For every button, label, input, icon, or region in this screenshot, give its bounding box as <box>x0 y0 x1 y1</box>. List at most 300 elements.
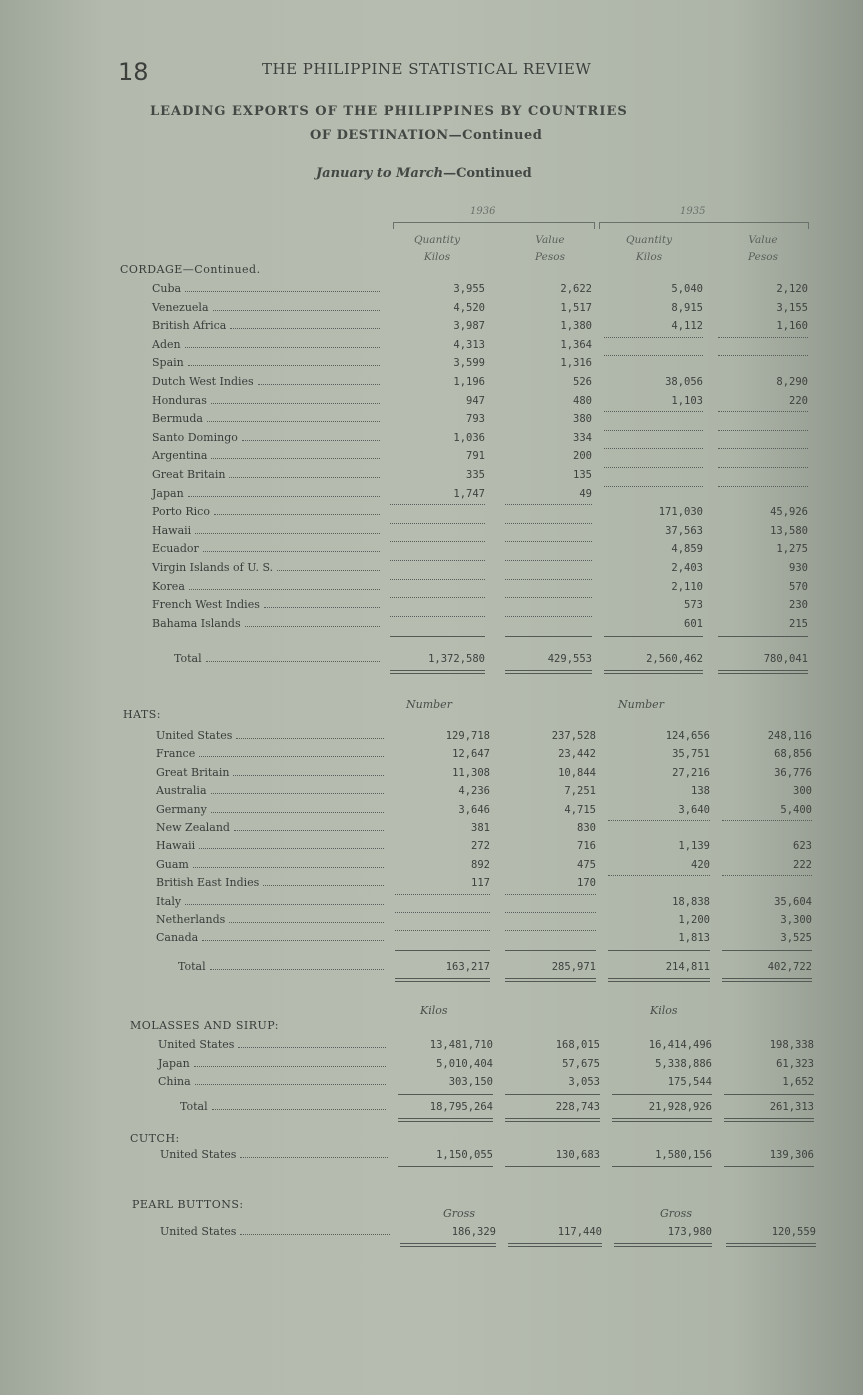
country-name <box>152 317 380 335</box>
data-cell: 930 <box>789 562 808 574</box>
subtitle-continued: —Continued <box>443 166 532 181</box>
double-rule <box>612 1118 712 1119</box>
name-text: Ecuador <box>152 542 199 555</box>
blank-cell <box>395 912 490 913</box>
total-cell: 18,795,264 <box>429 1101 493 1113</box>
year-1936-brace <box>393 222 595 229</box>
closing-rule <box>508 1243 602 1244</box>
blank-cell <box>604 355 703 356</box>
sum-rule <box>718 636 808 637</box>
closing-rule <box>400 1243 496 1244</box>
name-text: Bermuda <box>152 412 203 425</box>
data-cell: 4,236 <box>458 785 490 797</box>
country-name <box>158 1073 386 1091</box>
name-text: Canada <box>156 931 199 944</box>
data-cell: 3,525 <box>780 932 812 944</box>
country-name <box>156 801 384 819</box>
leader-dots <box>188 487 380 497</box>
leader-dots <box>213 301 380 311</box>
blank-cell <box>604 448 703 449</box>
sum-rule <box>724 1094 814 1095</box>
data-cell: 175,544 <box>667 1076 712 1088</box>
total-row-label <box>178 958 384 976</box>
data-cell: 222 <box>793 859 812 871</box>
data-cell: 2,622 <box>560 283 592 295</box>
data-cell: 11,308 <box>452 767 490 779</box>
data-cell: 57,675 <box>562 1058 600 1070</box>
data-cell: 171,030 <box>658 506 703 518</box>
data-cell: 1,160 <box>776 320 808 332</box>
col-quantity-label: Quantity <box>413 234 461 246</box>
blank-cell <box>505 523 592 524</box>
data-cell: 1,103 <box>671 395 703 407</box>
data-cell: 35,751 <box>672 748 710 760</box>
leader-dots <box>188 356 380 366</box>
country-name <box>152 410 380 428</box>
data-cell: 1,380 <box>560 320 592 332</box>
total-row-label <box>180 1098 386 1116</box>
country-name <box>152 615 380 633</box>
name-text: Aden <box>152 338 181 351</box>
name-text: Japan <box>158 1057 190 1070</box>
data-cell: 3,987 <box>453 320 485 332</box>
double-rule <box>505 981 596 982</box>
name-text: Cuba <box>152 282 182 295</box>
leader-dots <box>229 913 384 923</box>
closing-rule <box>398 1166 493 1167</box>
sum-rule <box>505 636 592 637</box>
leader-dots <box>264 598 380 608</box>
leader-dots <box>277 561 380 571</box>
data-cell: 248,116 <box>767 730 812 742</box>
running-head: THE PHILIPPINE STATISTICAL REVIEW <box>262 60 592 78</box>
double-rule <box>718 670 808 671</box>
country-name <box>152 429 380 447</box>
blank-cell <box>604 411 703 412</box>
data-cell: 1,580,156 <box>655 1149 712 1161</box>
double-rule <box>604 673 703 674</box>
data-cell: 1,652 <box>782 1076 814 1088</box>
country-name <box>156 745 384 763</box>
data-cell: 38,056 <box>665 376 703 388</box>
sum-rule <box>390 636 485 637</box>
data-cell: 117 <box>471 877 490 889</box>
leader-dots <box>230 319 380 329</box>
closing-rule <box>724 1166 814 1167</box>
data-cell: 13,580 <box>770 525 808 537</box>
double-rule <box>505 670 592 671</box>
name-text: Australia <box>156 784 207 797</box>
leader-dots <box>258 375 380 385</box>
leader-dots <box>185 338 380 348</box>
name-text: British Africa <box>152 319 227 332</box>
data-cell: 117,440 <box>557 1226 602 1238</box>
blank-cell <box>718 486 808 487</box>
closing-rule <box>505 1166 600 1167</box>
total-cell: 2,560,462 <box>646 653 703 665</box>
col-quantity-1936 <box>392 232 482 266</box>
name-text: United States <box>156 729 233 742</box>
country-name <box>152 280 380 298</box>
data-cell: 272 <box>471 840 490 852</box>
year-1935-brace <box>599 222 809 229</box>
country-name <box>156 893 384 911</box>
name-text: Korea <box>152 580 185 593</box>
total-cell: 1,372,580 <box>428 653 485 665</box>
name-text: Netherlands <box>156 913 226 926</box>
table-title-line-2: OF DESTINATION—Continued <box>310 128 543 143</box>
blank-cell <box>390 616 485 617</box>
data-cell: 791 <box>466 450 485 462</box>
data-cell: 3,053 <box>568 1076 600 1088</box>
blank-cell <box>395 930 490 931</box>
table-title-line-1: LEADING EXPORTS OF THE PHILIPPINES BY COUNTRIES <box>150 104 628 119</box>
sum-rule <box>398 1094 493 1095</box>
blank-cell <box>505 894 596 895</box>
blank-cell <box>390 597 485 598</box>
leader-dots <box>195 1075 386 1085</box>
country-name <box>156 727 384 745</box>
data-cell: 8,915 <box>671 302 703 314</box>
data-cell: 220 <box>789 395 808 407</box>
double-rule <box>724 1118 814 1119</box>
leader-dots <box>207 412 380 422</box>
leader-dots <box>185 282 380 292</box>
unit-label: Number <box>406 698 452 711</box>
country-name <box>152 503 380 521</box>
name-text: Italy <box>156 895 182 908</box>
total-row-label <box>174 650 380 668</box>
leader-dots <box>214 505 380 515</box>
double-rule <box>722 981 812 982</box>
leader-dots <box>238 1038 386 1048</box>
closing-rule <box>614 1243 712 1244</box>
leader-dots <box>193 858 384 868</box>
data-cell: 37,563 <box>665 525 703 537</box>
leader-dots <box>211 394 380 404</box>
country-name <box>152 336 380 354</box>
blank-cell <box>718 411 808 412</box>
leader-dots <box>199 839 384 849</box>
name-text: British East Indies <box>156 876 260 889</box>
closing-rule <box>726 1246 816 1247</box>
closing-rule <box>614 1246 712 1247</box>
blank-cell <box>505 560 592 561</box>
data-cell: 36,776 <box>774 767 812 779</box>
col-pesos-label: Pesos <box>748 251 778 263</box>
total-cell: 214,811 <box>665 961 710 973</box>
name-text: Venezuela <box>152 301 209 314</box>
name-text: Guam <box>156 858 189 871</box>
section-title: CORDAGE—Continued. <box>120 263 261 276</box>
data-cell: 830 <box>577 822 596 834</box>
double-rule <box>395 978 490 979</box>
data-cell: 3,300 <box>780 914 812 926</box>
data-cell: 12,647 <box>452 748 490 760</box>
data-cell: 2,120 <box>776 283 808 295</box>
name-text: Bahama Islands <box>152 617 241 630</box>
data-cell: 573 <box>684 599 703 611</box>
data-cell: 1,275 <box>776 543 808 555</box>
leader-dots <box>202 931 384 941</box>
data-cell: 1,316 <box>560 357 592 369</box>
leader-dots <box>185 895 384 905</box>
blank-cell <box>505 504 592 505</box>
country-name <box>156 911 384 929</box>
blank-cell <box>390 504 485 505</box>
leader-dots <box>236 729 384 739</box>
data-cell: 35,604 <box>774 896 812 908</box>
year-1936: 1936 <box>470 206 496 217</box>
total-cell: 21,928,926 <box>648 1101 712 1113</box>
unit-label: Number <box>618 698 664 711</box>
data-cell: 3,646 <box>458 804 490 816</box>
unit-label: Kilos <box>650 1004 678 1017</box>
data-cell: 4,859 <box>671 543 703 555</box>
data-cell: 5,338,886 <box>655 1058 712 1070</box>
double-rule <box>390 670 485 671</box>
name-text: Santo Domingo <box>152 431 238 444</box>
double-rule <box>505 673 592 674</box>
data-cell: 1,747 <box>453 488 485 500</box>
leader-dots <box>194 1057 386 1067</box>
data-cell: 8,290 <box>776 376 808 388</box>
blank-cell <box>505 597 592 598</box>
data-cell: 7,251 <box>564 785 596 797</box>
unit-label: Gross <box>443 1207 475 1220</box>
col-kilos-label: Kilos <box>635 251 663 263</box>
blank-cell <box>505 912 596 913</box>
country-name <box>152 299 380 317</box>
data-cell: 3,640 <box>678 804 710 816</box>
name-text: Hawaii <box>152 524 192 537</box>
leader-dots <box>263 876 384 886</box>
subtitle-period: January to March <box>316 166 444 181</box>
data-cell: 2,110 <box>671 581 703 593</box>
data-cell: 4,520 <box>453 302 485 314</box>
name-text: Honduras <box>152 394 207 407</box>
data-cell: 139,306 <box>769 1149 814 1161</box>
section-title: PEARL BUTTONS: <box>132 1198 244 1211</box>
leader-dots <box>211 803 384 813</box>
data-cell: 526 <box>573 376 592 388</box>
name-text: France <box>156 747 196 760</box>
leader-dots <box>229 468 380 478</box>
double-rule <box>395 981 490 982</box>
col-quantity-1935 <box>604 232 694 266</box>
country-name <box>152 596 380 614</box>
data-cell: 23,442 <box>558 748 596 760</box>
total-cell: 163,217 <box>445 961 490 973</box>
sum-rule <box>395 950 490 951</box>
sum-rule <box>612 1094 712 1095</box>
data-cell: 27,216 <box>672 767 710 779</box>
leader-dots <box>203 542 380 552</box>
data-cell: 3,155 <box>776 302 808 314</box>
country-name <box>152 373 380 391</box>
data-cell: 1,150,055 <box>436 1149 493 1161</box>
double-rule <box>608 981 710 982</box>
name-text: United States <box>160 1148 237 1161</box>
double-rule <box>505 1121 600 1122</box>
total-cell: 780,041 <box>763 653 808 665</box>
total-cell: 228,743 <box>555 1101 600 1113</box>
data-cell: 1,200 <box>678 914 710 926</box>
name-text: Great Britain <box>156 766 230 779</box>
data-cell: 570 <box>789 581 808 593</box>
section-title: MOLASSES AND SIRUP: <box>130 1019 280 1032</box>
country-name <box>152 540 380 558</box>
name-text: Hawaii <box>156 839 196 852</box>
blank-cell <box>390 579 485 580</box>
country-name <box>156 819 384 837</box>
data-cell: 380 <box>573 413 592 425</box>
leader-dots <box>211 784 384 794</box>
leader-dots <box>240 1148 388 1158</box>
data-cell: 230 <box>789 599 808 611</box>
data-cell: 168,015 <box>555 1039 600 1051</box>
sum-rule <box>604 636 703 637</box>
country-name <box>152 522 380 540</box>
double-rule <box>722 978 812 979</box>
country-name <box>160 1223 390 1241</box>
col-value-label: Value <box>535 234 565 246</box>
leader-dots <box>233 766 384 776</box>
data-cell: 334 <box>573 432 592 444</box>
blank-cell <box>604 430 703 431</box>
data-cell: 480 <box>573 395 592 407</box>
total-cell: 402,722 <box>767 961 812 973</box>
leader-dots <box>240 1225 390 1235</box>
section-title: CUTCH: <box>130 1132 180 1145</box>
name-text: Spain <box>152 356 184 369</box>
country-name <box>158 1036 386 1054</box>
data-cell: 1,813 <box>678 932 710 944</box>
closing-rule <box>508 1246 602 1247</box>
data-cell: 18,838 <box>672 896 710 908</box>
total-cell: 261,313 <box>769 1101 814 1113</box>
blank-cell <box>604 337 703 338</box>
blank-cell <box>718 448 808 449</box>
blank-cell <box>718 430 808 431</box>
data-cell: 420 <box>691 859 710 871</box>
country-name <box>152 466 380 484</box>
data-cell: 16,414,496 <box>648 1039 712 1051</box>
page-number: 18 <box>118 58 149 86</box>
data-cell: 793 <box>466 413 485 425</box>
col-kilos-label: Kilos <box>423 251 451 263</box>
double-rule <box>608 978 710 979</box>
blank-cell <box>608 820 710 821</box>
data-cell: 10,844 <box>558 767 596 779</box>
country-name <box>160 1146 388 1164</box>
sum-rule <box>608 950 710 951</box>
blank-cell <box>390 541 485 542</box>
blank-cell <box>395 894 490 895</box>
sum-rule <box>722 950 812 951</box>
leader-dots <box>212 1100 386 1110</box>
total-cell: 429,553 <box>547 653 592 665</box>
blank-cell <box>505 930 596 931</box>
leader-dots <box>211 449 380 459</box>
data-cell: 138 <box>691 785 710 797</box>
data-cell: 45,926 <box>770 506 808 518</box>
data-cell: 130,683 <box>555 1149 600 1161</box>
country-name <box>152 485 380 503</box>
country-name <box>156 929 384 947</box>
data-cell: 623 <box>793 840 812 852</box>
col-value-1935 <box>718 232 808 266</box>
name-text: United States <box>160 1225 237 1238</box>
data-cell: 237,528 <box>551 730 596 742</box>
name-text: Japan <box>152 487 184 500</box>
data-cell: 303,150 <box>448 1076 493 1088</box>
closing-rule <box>726 1243 816 1244</box>
leader-dots <box>234 821 384 831</box>
name-text: Argentina <box>152 449 208 462</box>
data-cell: 1,036 <box>453 432 485 444</box>
name-text: Dutch West Indies <box>152 375 254 388</box>
blank-cell <box>604 467 703 468</box>
data-cell: 381 <box>471 822 490 834</box>
data-cell: 186,329 <box>451 1226 496 1238</box>
data-cell: 300 <box>793 785 812 797</box>
blank-cell <box>604 486 703 487</box>
name-text: Total <box>174 652 202 665</box>
country-name <box>156 874 384 892</box>
double-rule <box>398 1118 493 1119</box>
country-name <box>156 764 384 782</box>
blank-cell <box>722 875 812 876</box>
country-name <box>156 856 384 874</box>
double-rule <box>398 1121 493 1122</box>
data-cell: 124,656 <box>665 730 710 742</box>
unit-label: Gross <box>660 1207 692 1220</box>
country-name <box>152 447 380 465</box>
data-cell: 61,323 <box>776 1058 814 1070</box>
data-cell: 1,196 <box>453 376 485 388</box>
leader-dots <box>195 524 380 534</box>
data-cell: 49 <box>579 488 592 500</box>
name-text: China <box>158 1075 191 1088</box>
country-name <box>152 392 380 410</box>
data-cell: 68,856 <box>774 748 812 760</box>
blank-cell <box>608 875 710 876</box>
country-name <box>158 1055 386 1073</box>
name-text: Porto Rico <box>152 505 210 518</box>
data-cell: 198,338 <box>769 1039 814 1051</box>
data-cell: 129,718 <box>445 730 490 742</box>
double-rule <box>390 673 485 674</box>
data-cell: 120,559 <box>771 1226 816 1238</box>
closing-rule <box>400 1246 496 1247</box>
col-value-1936 <box>505 232 595 266</box>
blank-cell <box>505 541 592 542</box>
blank-cell <box>718 355 808 356</box>
data-cell: 173,980 <box>667 1226 712 1238</box>
leader-dots <box>242 431 380 441</box>
data-cell: 335 <box>466 469 485 481</box>
unit-label: Kilos <box>420 1004 448 1017</box>
section-title: HATS: <box>123 708 162 721</box>
data-cell: 170 <box>577 877 596 889</box>
leader-dots <box>210 960 384 970</box>
data-cell: 1,517 <box>560 302 592 314</box>
blank-cell <box>718 337 808 338</box>
blank-cell <box>390 560 485 561</box>
leader-dots <box>245 617 380 627</box>
name-text: Great Britain <box>152 468 226 481</box>
